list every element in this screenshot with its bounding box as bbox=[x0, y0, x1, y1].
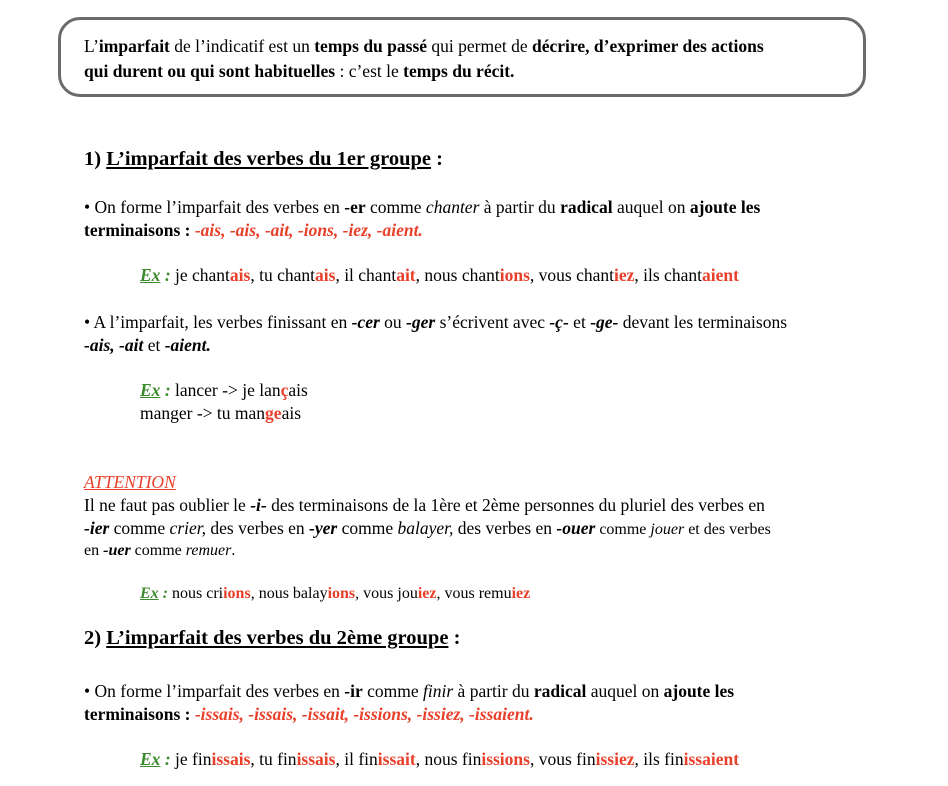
rule-bold-italic: -ais bbox=[84, 335, 111, 355]
rule-text: comme bbox=[362, 681, 424, 701]
ex-ending: ge bbox=[265, 403, 282, 423]
rule-text: à partir du bbox=[479, 197, 561, 217]
section-colon: : bbox=[430, 148, 443, 170]
rule-italic: finir bbox=[423, 681, 454, 701]
endings: -ais, -ais, -ait, -ions, -iez, -aient. bbox=[194, 220, 423, 240]
s1-example2-line1 bbox=[140, 380, 308, 401]
section2-heading bbox=[84, 627, 460, 650]
rule-bold: terminaisons : bbox=[84, 704, 195, 724]
ex-stem: , vous remu bbox=[436, 585, 512, 602]
ex-stem: , il fin bbox=[335, 749, 378, 769]
att-text: comme bbox=[337, 518, 398, 538]
rule-text: auquel on bbox=[612, 197, 690, 217]
intro-line-2 bbox=[84, 61, 514, 82]
rule-text: • On forme l’imparfait des verbes en bbox=[84, 681, 345, 701]
s1-example3 bbox=[140, 585, 530, 603]
ex-ending: issais bbox=[211, 749, 251, 769]
rule-bold-italic: -ge- bbox=[590, 312, 619, 332]
ex-stem: nous cri bbox=[168, 585, 224, 602]
rule-bold: terminaisons : bbox=[84, 220, 195, 240]
rule-text: s’écrivent avec bbox=[435, 312, 550, 332]
intro-bold: imparfait bbox=[98, 36, 170, 56]
attention-line3 bbox=[84, 542, 235, 560]
rule-bold-italic: -ç- bbox=[549, 312, 569, 332]
ex-ending: issions bbox=[481, 749, 530, 769]
att-text: comme bbox=[595, 521, 651, 538]
rule-bold: radical bbox=[560, 197, 613, 217]
att-italic: remuer bbox=[185, 542, 232, 559]
att-italic: jouer bbox=[650, 521, 685, 538]
att-italic: crier, bbox=[169, 518, 206, 538]
rule-italic: chanter bbox=[425, 197, 480, 217]
ex-stem: je fin bbox=[170, 749, 212, 769]
att-text: et des verbes bbox=[684, 521, 771, 538]
rule-bold-italic: -cer bbox=[351, 312, 380, 332]
rule-bold: ajoute les bbox=[689, 197, 761, 217]
ex-ending: issais bbox=[296, 749, 336, 769]
intro-bold: décrire, d’exprimer des actions bbox=[532, 36, 764, 56]
intro-line-1 bbox=[84, 36, 764, 57]
rule-bold-italic: -ait bbox=[119, 335, 144, 355]
ex-ending: issiez bbox=[595, 749, 635, 769]
s2-example1 bbox=[140, 749, 739, 770]
section-number: 1) bbox=[84, 148, 107, 170]
att-text: comme bbox=[109, 518, 170, 538]
ex-stem: lancer -> je lan bbox=[170, 380, 281, 400]
ex-ending: aient bbox=[701, 265, 739, 285]
ex-label: Ex : bbox=[140, 585, 168, 602]
att-bold-italic: -uer bbox=[103, 542, 131, 559]
ex-ending: ç bbox=[280, 380, 289, 400]
ex-ending: iez bbox=[511, 585, 531, 602]
ex-stem: , vous fin bbox=[529, 749, 596, 769]
section-colon: : bbox=[448, 627, 461, 649]
rule-text: • A l’imparfait, les verbes finissant en bbox=[84, 312, 352, 332]
ex-ending: issait bbox=[377, 749, 416, 769]
rule-text: devant les terminaisons bbox=[618, 312, 788, 332]
section-title: L’imparfait des verbes du 2ème groupe bbox=[106, 627, 449, 649]
rule-text: et bbox=[143, 335, 165, 355]
s2-rule1-line2 bbox=[84, 704, 534, 725]
rule-bold: -ir bbox=[344, 681, 363, 701]
ex-stem: , nous balay bbox=[250, 585, 328, 602]
rule-bold-italic: -aient. bbox=[164, 335, 211, 355]
rule-bold: radical bbox=[533, 681, 587, 701]
att-text: des terminaisons de la 1ère et 2ème personnes du pluriel des verbes en bbox=[266, 495, 765, 515]
ex-stem: , tu fin bbox=[250, 749, 297, 769]
s1-rule1-line2 bbox=[84, 220, 423, 241]
intro-box bbox=[58, 17, 866, 97]
ex-ending: ais bbox=[229, 265, 251, 285]
ex-ending: ions bbox=[223, 585, 251, 602]
ex-stem: , nous chant bbox=[415, 265, 500, 285]
intro-bold: qui durent ou qui sont habituelles bbox=[84, 61, 336, 81]
rule-text: à partir du bbox=[453, 681, 534, 701]
intro-text: de l’indicatif est un bbox=[169, 36, 315, 56]
att-bold-italic: -i- bbox=[250, 495, 267, 515]
rule-text: et bbox=[568, 312, 591, 332]
rule-text: auquel on bbox=[586, 681, 664, 701]
ex-stem: ais bbox=[281, 403, 302, 423]
ex-stem: , vous jou bbox=[355, 585, 418, 602]
ex-stem: , nous fin bbox=[415, 749, 482, 769]
s2-rule1-line1 bbox=[84, 681, 734, 702]
att-text: Il ne faut pas oublier le bbox=[84, 495, 251, 515]
ex-stem: manger -> tu man bbox=[140, 403, 266, 423]
att-text: . bbox=[231, 542, 236, 559]
rule-bold-italic: -ger bbox=[406, 312, 436, 332]
attention-line2 bbox=[84, 518, 771, 539]
ex-label: Ex : bbox=[140, 749, 171, 769]
att-bold-italic: -ouer bbox=[556, 518, 596, 538]
s1-rule2-line1 bbox=[84, 312, 787, 333]
ex-ending: iez bbox=[417, 585, 437, 602]
ex-ending: ions bbox=[499, 265, 530, 285]
rule-text: • On forme l’imparfait des verbes en bbox=[84, 197, 345, 217]
s1-example1 bbox=[140, 265, 739, 286]
s1-example2-line2 bbox=[140, 403, 301, 424]
ex-stem: ais bbox=[288, 380, 308, 400]
ex-stem: , vous chant bbox=[529, 265, 614, 285]
rule-bold: ajoute les bbox=[663, 681, 735, 701]
ex-ending: ais bbox=[315, 265, 336, 285]
rule-bold: -er bbox=[344, 197, 366, 217]
rule-text: comme bbox=[365, 197, 426, 217]
section1-heading bbox=[84, 148, 443, 171]
ex-ending: issaient bbox=[683, 749, 740, 769]
rule-sep: , bbox=[110, 335, 119, 355]
ex-stem: je chant bbox=[170, 265, 230, 285]
ex-ending: ions bbox=[327, 585, 356, 602]
ex-ending: iez bbox=[613, 265, 635, 285]
endings: -issais, -issais, -issait, -issions, -issiez, -issaient. bbox=[194, 704, 534, 724]
ex-ending: ait bbox=[396, 265, 416, 285]
ex-stem: , tu chant bbox=[250, 265, 315, 285]
section-number: 2) bbox=[84, 627, 107, 649]
ex-stem: , ils fin bbox=[634, 749, 684, 769]
intro-text: : c’est le bbox=[335, 61, 404, 81]
rule-text: ou bbox=[379, 312, 407, 332]
att-text: comme bbox=[130, 542, 186, 559]
att-text: des verbes en bbox=[206, 518, 310, 538]
s1-rule2-line2 bbox=[84, 335, 211, 356]
s1-rule1-line1 bbox=[84, 197, 760, 218]
intro-bold: temps du passé bbox=[314, 36, 428, 56]
attention-title: ATTENTION bbox=[84, 472, 176, 492]
section-title: L’imparfait des verbes du 1er groupe bbox=[106, 148, 431, 170]
ex-stem: , ils chant bbox=[634, 265, 702, 285]
intro-bold: temps du récit. bbox=[403, 61, 515, 81]
intro-text: L’ bbox=[84, 36, 99, 56]
intro-text: qui permet de bbox=[427, 36, 533, 56]
attention-line1 bbox=[84, 495, 765, 516]
ex-label: Ex : bbox=[140, 265, 171, 285]
att-text: des verbes en bbox=[453, 518, 557, 538]
att-bold-italic: -ier bbox=[84, 518, 110, 538]
ex-label: Ex : bbox=[140, 380, 171, 400]
ex-stem: , il chant bbox=[335, 265, 397, 285]
att-italic: balayer, bbox=[397, 518, 454, 538]
att-text: en bbox=[84, 542, 104, 559]
att-bold-italic: -yer bbox=[309, 518, 338, 538]
